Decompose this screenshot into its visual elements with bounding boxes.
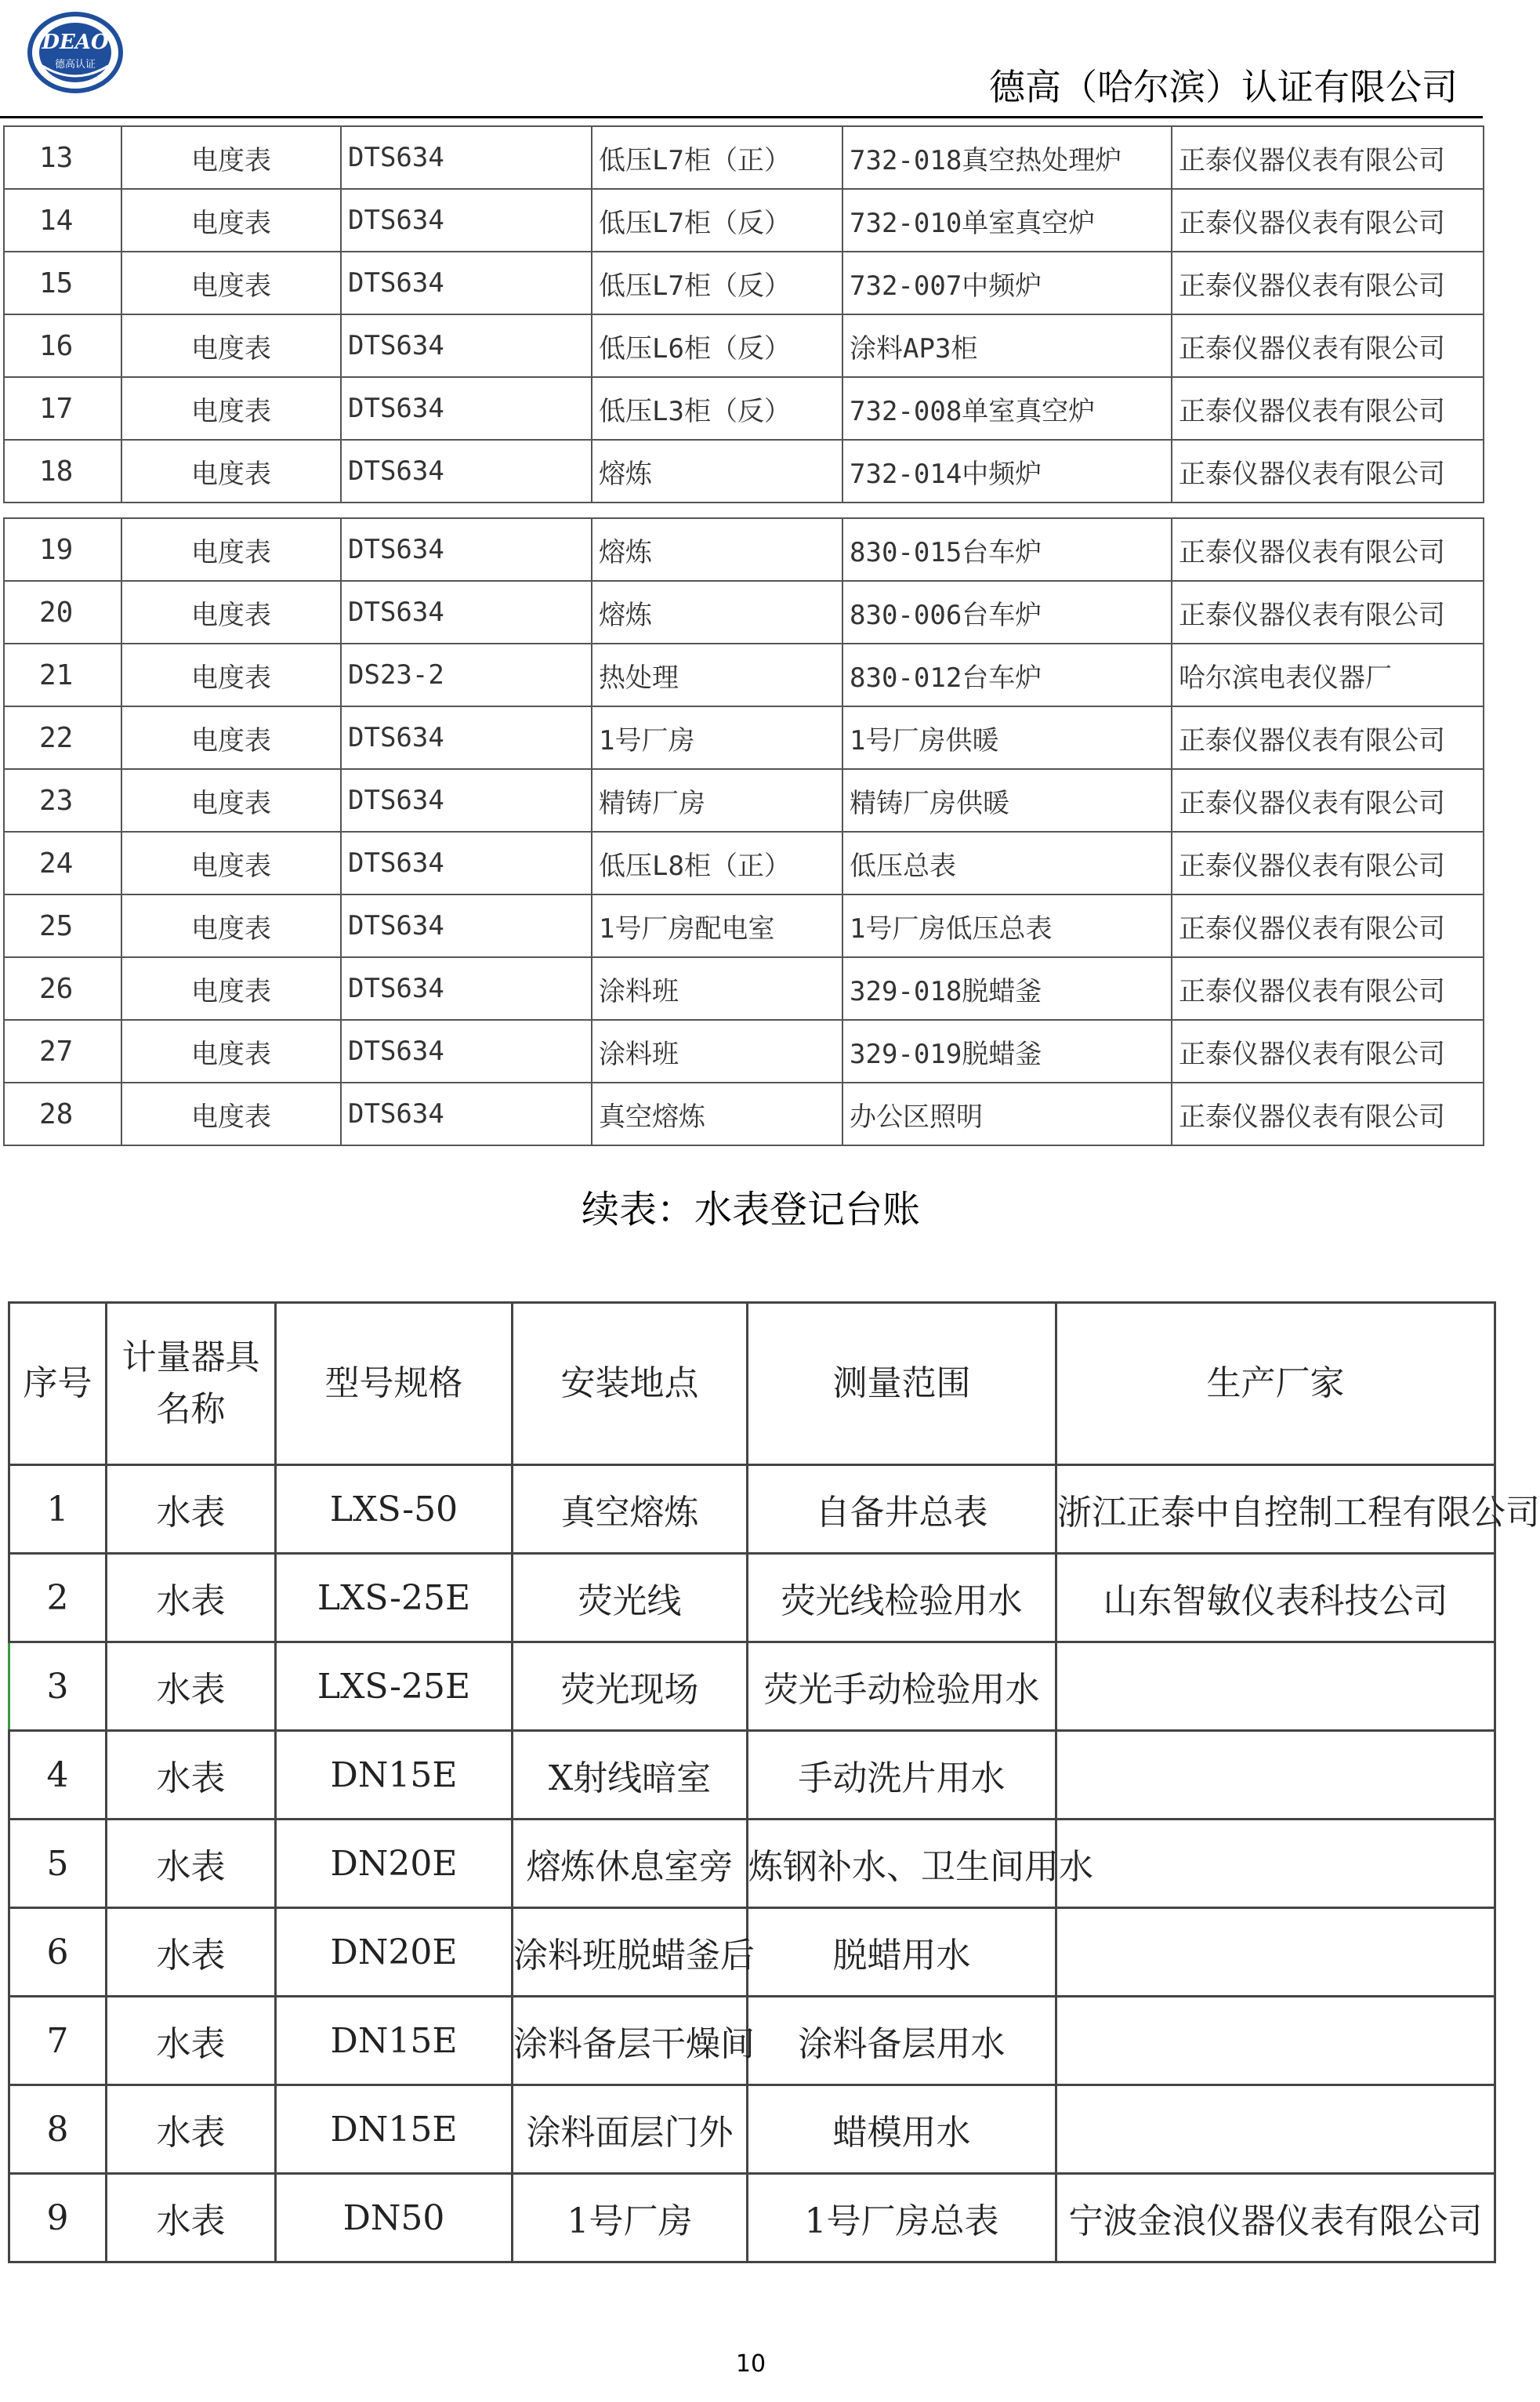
cell-no: 4 <box>9 1731 107 1820</box>
water-row <box>9 1465 1495 1554</box>
cell-maker <box>1056 1820 1495 1908</box>
electricity-row <box>4 314 1484 377</box>
cell-name: 水表 <box>107 1820 276 1908</box>
electricity-row <box>4 189 1484 252</box>
cell-model: DTS634 <box>341 581 592 644</box>
header-no: 序号 <box>9 1303 107 1465</box>
cell-model: DTS634 <box>341 832 592 894</box>
cell-model: LXS-25E <box>276 1642 513 1731</box>
cell-maker: 宁波金浪仪器仪表有限公司 <box>1056 2174 1495 2262</box>
cell-no: 23 <box>4 769 121 832</box>
cell-name: 电度表 <box>121 581 341 644</box>
cell-name: 水表 <box>107 1554 276 1642</box>
cell-model: DTS634 <box>341 440 592 503</box>
page-number: 10 <box>735 2350 766 2378</box>
cell-location: 1号厂房配电室 <box>592 894 842 957</box>
cell-name: 电度表 <box>121 894 341 957</box>
header-rule <box>0 116 1483 118</box>
cell-no: 3 <box>9 1642 107 1731</box>
electricity-row <box>4 1020 1484 1083</box>
cell-location: 熔炼 <box>592 518 842 581</box>
cell-maker: 正泰仪器仪表有限公司 <box>1172 189 1484 252</box>
water-row <box>9 2085 1495 2174</box>
electricity-row <box>4 377 1484 440</box>
cell-location: 涂料班 <box>592 957 842 1020</box>
cell-location: X射线暗室 <box>513 1731 748 1820</box>
logo-text: DEAO <box>42 31 109 54</box>
cell-no: 16 <box>4 314 121 377</box>
cell-range: 办公区照明 <box>842 1083 1172 1145</box>
cell-range: 1号厂房总表 <box>748 2174 1056 2262</box>
cell-maker: 正泰仪器仪表有限公司 <box>1172 377 1484 440</box>
cell-name: 电度表 <box>121 832 341 894</box>
cell-maker: 正泰仪器仪表有限公司 <box>1172 706 1484 769</box>
cell-location: 涂料备层干燥间 <box>513 1997 748 2085</box>
electricity-body-a <box>4 126 1484 503</box>
cell-location: 涂料班 <box>592 1020 842 1083</box>
water-row <box>9 1554 1495 1642</box>
cell-range: 830-006台车炉 <box>842 581 1172 644</box>
cell-range: 蜡模用水 <box>748 2085 1056 2174</box>
cell-range: 732-014中频炉 <box>842 440 1172 503</box>
cell-range: 329-019脱蜡釜 <box>842 1020 1172 1083</box>
cell-range: 329-018脱蜡釜 <box>842 957 1172 1020</box>
cell-no: 27 <box>4 1020 121 1083</box>
cell-model: DTS634 <box>341 769 592 832</box>
cell-name: 水表 <box>107 1465 276 1554</box>
cell-range: 732-018真空热处理炉 <box>842 126 1172 189</box>
header-location: 安装地点 <box>513 1303 748 1465</box>
cell-maker <box>1056 1642 1495 1731</box>
electricity-row <box>4 769 1484 832</box>
cell-location: 1号厂房 <box>513 2174 748 2262</box>
cell-no: 2 <box>9 1554 107 1642</box>
cell-maker: 正泰仪器仪表有限公司 <box>1172 957 1484 1020</box>
header-maker: 生产厂家 <box>1056 1303 1495 1465</box>
cell-location: 低压L7柜（正） <box>592 126 842 189</box>
cell-name: 水表 <box>107 2085 276 2174</box>
cell-maker: 正泰仪器仪表有限公司 <box>1172 1083 1484 1145</box>
cell-range: 炼钢补水、卫生间用水 <box>748 1820 1056 1908</box>
water-row <box>9 2174 1495 2262</box>
cell-maker: 正泰仪器仪表有限公司 <box>1172 832 1484 894</box>
cell-no: 6 <box>9 1908 107 1997</box>
cell-range: 荧光线检验用水 <box>748 1554 1056 1642</box>
cell-location: 低压L6柜（反） <box>592 314 842 377</box>
water-row <box>9 1820 1495 1908</box>
cell-location: 熔炼 <box>592 581 842 644</box>
cell-range: 732-010单室真空炉 <box>842 189 1172 252</box>
cell-no: 22 <box>4 706 121 769</box>
cell-maker: 正泰仪器仪表有限公司 <box>1172 126 1484 189</box>
cell-range: 精铸厂房供暖 <box>842 769 1172 832</box>
electricity-row <box>4 1083 1484 1145</box>
cell-model: DS23-2 <box>341 644 592 706</box>
cell-maker: 正泰仪器仪表有限公司 <box>1172 769 1484 832</box>
electricity-row <box>4 581 1484 644</box>
cell-model: DN15E <box>276 2085 513 2174</box>
company-logo <box>27 11 124 94</box>
cell-name: 电度表 <box>121 314 341 377</box>
cell-maker: 正泰仪器仪表有限公司 <box>1172 314 1484 377</box>
cell-range: 1号厂房供暖 <box>842 706 1172 769</box>
cell-no: 18 <box>4 440 121 503</box>
cell-model: DTS634 <box>341 894 592 957</box>
cell-name: 电度表 <box>121 1083 341 1145</box>
cell-name: 水表 <box>107 2174 276 2262</box>
cell-no: 21 <box>4 644 121 706</box>
cell-maker: 浙江正泰中自控制工程有限公司 <box>1056 1465 1495 1554</box>
header-model: 型号规格 <box>276 1303 513 1465</box>
logo-subtext: 德高认证 <box>54 59 96 71</box>
cell-name: 水表 <box>107 1642 276 1731</box>
cell-maker: 正泰仪器仪表有限公司 <box>1172 894 1484 957</box>
cell-model: LXS-50 <box>276 1465 513 1554</box>
cell-location: 熔炼 <box>592 440 842 503</box>
cell-name: 电度表 <box>121 769 341 832</box>
water-body <box>9 1465 1540 2262</box>
cell-name: 电度表 <box>121 440 341 503</box>
cell-location: 荧光现场 <box>513 1642 748 1731</box>
cell-range: 830-012台车炉 <box>842 644 1172 706</box>
cell-maker: 山东智敏仪表科技公司 <box>1056 1554 1495 1642</box>
water-row <box>9 1908 1495 1997</box>
cell-name: 电度表 <box>121 644 341 706</box>
cell-maker <box>1056 1908 1495 1997</box>
electricity-table-part-a <box>3 125 1484 503</box>
cell-location: 低压L3柜（反） <box>592 377 842 440</box>
water-row <box>9 1731 1495 1820</box>
cell-name: 电度表 <box>121 377 341 440</box>
cell-no: 26 <box>4 957 121 1020</box>
cell-name: 电度表 <box>121 1020 341 1083</box>
cell-name: 水表 <box>107 1731 276 1820</box>
cell-name: 电度表 <box>121 126 341 189</box>
electricity-row <box>4 644 1484 706</box>
cell-location: 低压L8柜（正） <box>592 832 842 894</box>
cell-location: 低压L7柜（反） <box>592 252 842 314</box>
electricity-row <box>4 518 1484 581</box>
cell-name: 电度表 <box>121 957 341 1020</box>
header-name: 计量器具名称 <box>107 1303 276 1465</box>
cell-range: 830-015台车炉 <box>842 518 1172 581</box>
cell-no: 5 <box>9 1820 107 1908</box>
cell-model: DN20E <box>276 1908 513 1997</box>
cell-location: 真空熔炼 <box>513 1465 748 1554</box>
cell-name: 电度表 <box>121 518 341 581</box>
cell-maker: 正泰仪器仪表有限公司 <box>1172 581 1484 644</box>
cell-model: DTS634 <box>341 314 592 377</box>
cell-location: 低压L7柜（反） <box>592 189 842 252</box>
cell-location: 涂料面层门外 <box>513 2085 748 2174</box>
cell-location: 1号厂房 <box>592 706 842 769</box>
cell-range: 732-007中频炉 <box>842 252 1172 314</box>
cell-name: 电度表 <box>121 252 341 314</box>
cell-maker: 正泰仪器仪表有限公司 <box>1172 1020 1484 1083</box>
cell-maker: 哈尔滨电表仪器厂 <box>1172 644 1484 706</box>
company-name: 德高（哈尔滨）认证有限公司 <box>989 66 1458 108</box>
cell-model: DTS634 <box>341 377 592 440</box>
cell-model: DTS634 <box>341 189 592 252</box>
cell-no: 19 <box>4 518 121 581</box>
cell-no: 24 <box>4 832 121 894</box>
cell-location: 热处理 <box>592 644 842 706</box>
electricity-row <box>4 832 1484 894</box>
cell-no: 17 <box>4 377 121 440</box>
cell-no: 8 <box>9 2085 107 2174</box>
electricity-row <box>4 706 1484 769</box>
cell-location: 涂料班脱蜡釜后 <box>513 1908 748 1997</box>
electricity-row <box>4 440 1484 503</box>
cell-model: LXS-25E <box>276 1554 513 1642</box>
cell-range: 732-008单室真空炉 <box>842 377 1172 440</box>
electricity-row <box>4 252 1484 314</box>
electricity-table-part-b <box>3 517 1484 1146</box>
cell-range: 涂料AP3柜 <box>842 314 1172 377</box>
cell-model: DN50 <box>276 2174 513 2262</box>
electricity-row <box>4 894 1484 957</box>
electricity-row <box>4 126 1484 189</box>
cell-no: 15 <box>4 252 121 314</box>
cell-location: 荧光线 <box>513 1554 748 1642</box>
cell-no: 7 <box>9 1997 107 2085</box>
water-row <box>9 1997 1495 2085</box>
cell-range: 低压总表 <box>842 832 1172 894</box>
cell-model: DTS634 <box>341 1083 592 1145</box>
cell-model: DTS634 <box>341 706 592 769</box>
electricity-row <box>4 957 1484 1020</box>
water-header-row <box>9 1303 1495 1465</box>
cell-model: DTS634 <box>341 957 592 1020</box>
cell-maker <box>1056 2085 1495 2174</box>
cell-maker: 正泰仪器仪表有限公司 <box>1172 440 1484 503</box>
cell-no: 28 <box>4 1083 121 1145</box>
cell-maker: 正泰仪器仪表有限公司 <box>1172 252 1484 314</box>
cell-no: 9 <box>9 2174 107 2262</box>
cell-no: 13 <box>4 126 121 189</box>
cell-model: DN15E <box>276 1997 513 2085</box>
cell-range: 荧光手动检验用水 <box>748 1642 1056 1731</box>
cell-name: 水表 <box>107 1997 276 2085</box>
cell-range: 自备井总表 <box>748 1465 1056 1554</box>
cell-range: 手动洗片用水 <box>748 1731 1056 1820</box>
cell-location: 熔炼休息室旁 <box>513 1820 748 1908</box>
water-row <box>9 1642 1495 1731</box>
header-range: 测量范围 <box>748 1303 1056 1465</box>
cell-location: 真空熔炼 <box>592 1083 842 1145</box>
cell-model: DN20E <box>276 1820 513 1908</box>
cell-maker <box>1056 1731 1495 1820</box>
cell-range: 涂料备层用水 <box>748 1997 1056 2085</box>
cell-maker <box>1056 1997 1495 2085</box>
cell-range: 脱蜡用水 <box>748 1908 1056 1997</box>
cell-range: 1号厂房低压总表 <box>842 894 1172 957</box>
cell-model: DN15E <box>276 1731 513 1820</box>
cell-name: 电度表 <box>121 189 341 252</box>
cell-maker: 正泰仪器仪表有限公司 <box>1172 518 1484 581</box>
cell-name: 水表 <box>107 1908 276 1997</box>
cell-model: DTS634 <box>341 518 592 581</box>
cell-model: DTS634 <box>341 126 592 189</box>
water-table-caption: 续表：水表登记台账 <box>581 1188 920 1232</box>
electricity-body-b <box>4 518 1484 1145</box>
cell-no: 20 <box>4 581 121 644</box>
cell-location: 精铸厂房 <box>592 769 842 832</box>
cell-model: DTS634 <box>341 252 592 314</box>
cell-model: DTS634 <box>341 1020 592 1083</box>
cell-no: 1 <box>9 1465 107 1554</box>
water-meter-table <box>8 1301 1540 2263</box>
cell-no: 25 <box>4 894 121 957</box>
cell-name: 电度表 <box>121 706 341 769</box>
cell-no: 14 <box>4 189 121 252</box>
